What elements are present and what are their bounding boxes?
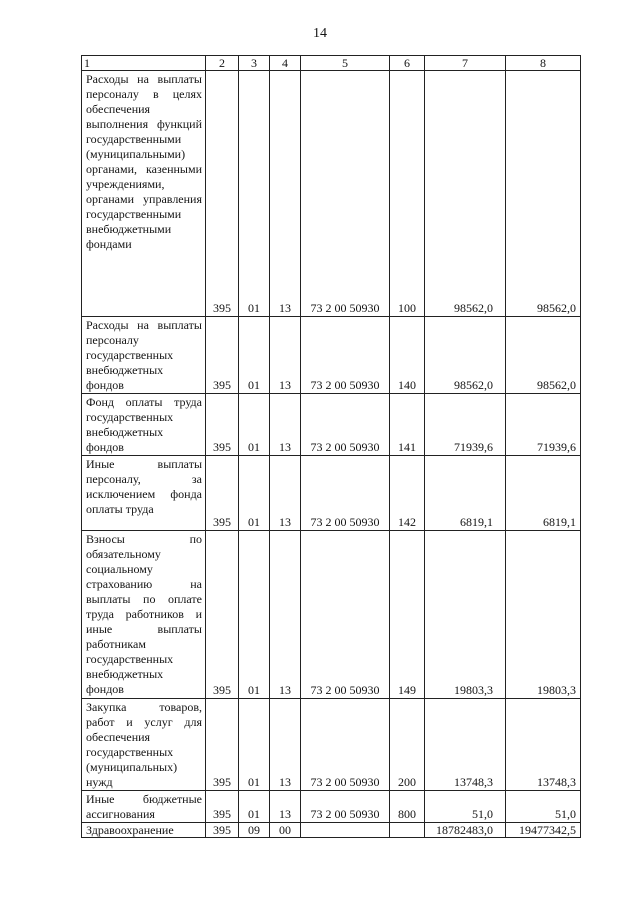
column-header: 7 bbox=[425, 56, 506, 71]
code-admin: 395 bbox=[206, 456, 239, 531]
code-target: 73 2 00 50930 bbox=[301, 317, 390, 394]
amount-col8: 6819,1 bbox=[506, 456, 581, 531]
code-section: 01 bbox=[239, 699, 270, 791]
amount-col8: 98562,0 bbox=[506, 317, 581, 394]
code-target: 73 2 00 50930 bbox=[301, 699, 390, 791]
code-section: 01 bbox=[239, 456, 270, 531]
code-section: 09 bbox=[239, 823, 270, 838]
code-section: 01 bbox=[239, 394, 270, 456]
amount-col7: 98562,0 bbox=[425, 71, 506, 317]
code-expense-type: 800 bbox=[390, 791, 425, 823]
code-expense-type: 200 bbox=[390, 699, 425, 791]
amount-col8: 71939,6 bbox=[506, 394, 581, 456]
column-header: 8 bbox=[506, 56, 581, 71]
code-subsection: 13 bbox=[270, 394, 301, 456]
row-name: Иные бюджетные ассигнования bbox=[82, 791, 206, 823]
amount-col7: 71939,6 bbox=[425, 394, 506, 456]
code-admin: 395 bbox=[206, 791, 239, 823]
table-row bbox=[82, 531, 581, 699]
code-target: 73 2 00 50930 bbox=[301, 394, 390, 456]
amount-col8: 19803,3 bbox=[506, 531, 581, 699]
code-expense-type: 140 bbox=[390, 317, 425, 394]
code-expense-type: 142 bbox=[390, 456, 425, 531]
code-target: 73 2 00 50930 bbox=[301, 791, 390, 823]
amount-col7: 13748,3 bbox=[425, 699, 506, 791]
row-name: Закупка товаров, работ и услуг для обеспечения государственных (муниципальных) нужд bbox=[82, 699, 206, 791]
code-admin: 395 bbox=[206, 317, 239, 394]
code-expense-type: 141 bbox=[390, 394, 425, 456]
code-section: 01 bbox=[239, 71, 270, 317]
code-target: 73 2 00 50930 bbox=[301, 456, 390, 531]
code-expense-type: 149 bbox=[390, 531, 425, 699]
code-admin: 395 bbox=[206, 699, 239, 791]
row-name: Здравоохранение bbox=[82, 823, 206, 838]
column-header: 6 bbox=[390, 56, 425, 71]
amount-col7: 19803,3 bbox=[425, 531, 506, 699]
amount-col8: 13748,3 bbox=[506, 699, 581, 791]
column-header: 1 bbox=[82, 56, 206, 71]
amount-col8: 19477342,5 bbox=[506, 823, 581, 838]
table-row bbox=[82, 699, 581, 791]
amount-col8: 98562,0 bbox=[506, 71, 581, 317]
amount-col7: 18782483,0 bbox=[425, 823, 506, 838]
page-number: 14 bbox=[313, 26, 327, 41]
code-section: 01 bbox=[239, 317, 270, 394]
code-admin: 395 bbox=[206, 394, 239, 456]
code-section: 01 bbox=[239, 791, 270, 823]
code-section: 01 bbox=[239, 531, 270, 699]
row-name: Фонд оплаты труда государственных внебюджетных фондов bbox=[82, 394, 206, 456]
amount-col7: 51,0 bbox=[425, 791, 506, 823]
table-row bbox=[82, 71, 581, 317]
code-subsection: 13 bbox=[270, 791, 301, 823]
code-subsection: 13 bbox=[270, 71, 301, 317]
code-admin: 395 bbox=[206, 823, 239, 838]
amount-col7: 98562,0 bbox=[425, 317, 506, 394]
column-header: 5 bbox=[301, 56, 390, 71]
code-admin: 395 bbox=[206, 531, 239, 699]
row-name: Расходы на выплаты персоналу государственных внебюджетных фондов bbox=[82, 317, 206, 394]
code-expense-type bbox=[390, 823, 425, 838]
table-row bbox=[82, 823, 581, 838]
column-header: 2 bbox=[206, 56, 239, 71]
code-subsection: 13 bbox=[270, 531, 301, 699]
code-target bbox=[301, 823, 390, 838]
row-name: Взносы по обязательному социальному страхованию на выплаты по оплате труда работников и иные выплаты работникам государственных внебюджетных фондов bbox=[82, 531, 206, 699]
table-row bbox=[82, 791, 581, 823]
table-row bbox=[82, 456, 581, 531]
code-subsection: 13 bbox=[270, 456, 301, 531]
column-header: 4 bbox=[270, 56, 301, 71]
table-header-row bbox=[82, 56, 581, 71]
code-admin: 395 bbox=[206, 71, 239, 317]
row-name: Иные выплаты персоналу, за исключением фонда оплаты труда bbox=[82, 456, 206, 531]
code-subsection: 13 bbox=[270, 699, 301, 791]
code-expense-type: 100 bbox=[390, 71, 425, 317]
code-target: 73 2 00 50930 bbox=[301, 71, 390, 317]
code-subsection: 13 bbox=[270, 317, 301, 394]
table-row bbox=[82, 394, 581, 456]
code-subsection: 00 bbox=[270, 823, 301, 838]
table-row bbox=[82, 317, 581, 394]
amount-col8: 51,0 bbox=[506, 791, 581, 823]
code-target: 73 2 00 50930 bbox=[301, 531, 390, 699]
column-header: 3 bbox=[239, 56, 270, 71]
row-name: Расходы на выплаты персоналу в целях обеспечения выполнения функций государственными (муниципальными) органами, казенными учреждениями, органами управления государственными внебюджетными фондами bbox=[82, 71, 206, 317]
budget-table bbox=[81, 55, 581, 838]
amount-col7: 6819,1 bbox=[425, 456, 506, 531]
